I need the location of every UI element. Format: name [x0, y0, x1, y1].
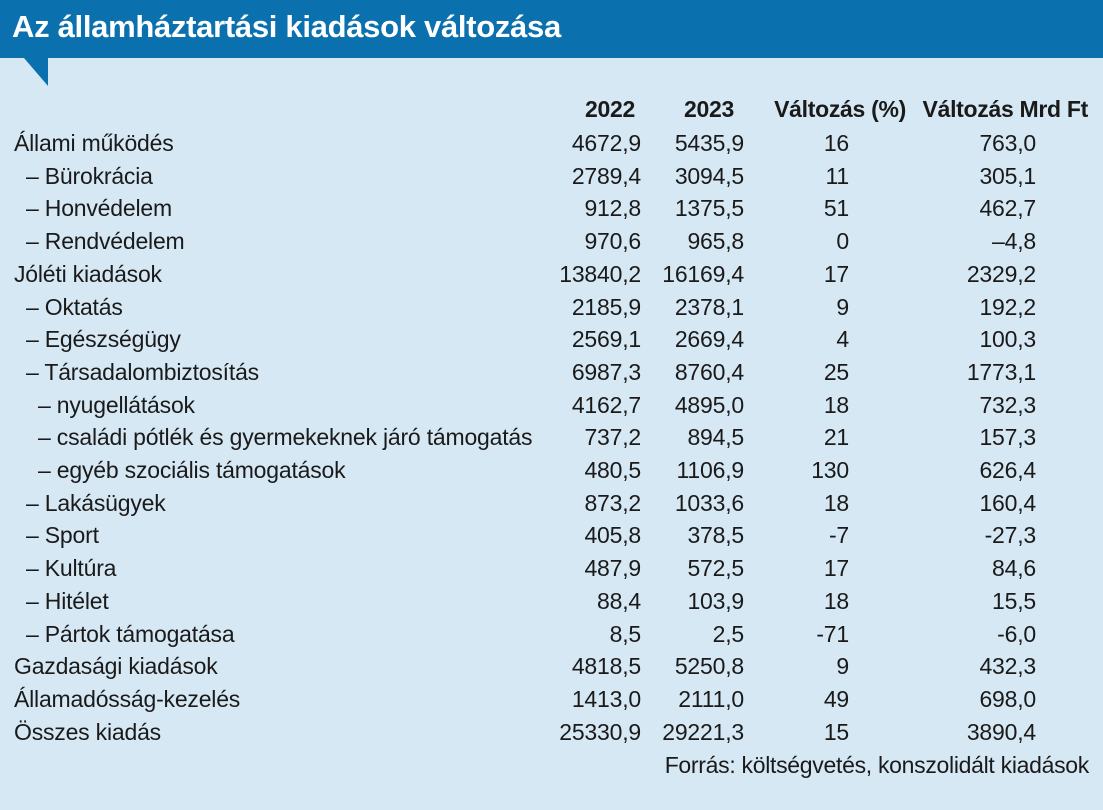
value-2023: 1033,6	[674, 489, 744, 516]
value-change-mrd: 626,4	[979, 457, 1036, 483]
row-label: – Kultúra	[26, 555, 117, 582]
value-2022: 912,8	[584, 195, 641, 222]
table-row	[0, 160, 1103, 193]
value-change-mrd: 432,3	[979, 653, 1036, 680]
row-label: – egyéb szociális támogatások	[38, 457, 346, 483]
value-2023: 378,5	[687, 522, 744, 549]
table-row	[0, 291, 1103, 324]
value-2023: 16169,4	[662, 260, 744, 287]
row-label: – Bürokrácia	[26, 162, 153, 189]
value-change-pct: 18	[823, 489, 849, 516]
value-change-mrd: 305,1	[979, 162, 1036, 189]
value-change-pct: 21	[823, 424, 849, 451]
value-2023: 572,5	[687, 555, 744, 582]
value-change-mrd: –4,8	[992, 228, 1036, 255]
table-row	[0, 454, 1103, 487]
value-change-mrd: 157,3	[979, 424, 1036, 451]
row-label: – Honvédelem	[26, 195, 172, 222]
value-2022: 2569,1	[571, 326, 641, 353]
value-2022: 4162,7	[571, 391, 641, 418]
value-2022: 4818,5	[571, 653, 641, 680]
value-2022: 2185,9	[571, 293, 641, 320]
value-2023: 2378,1	[674, 293, 744, 320]
value-change-pct: 0	[836, 228, 849, 255]
value-2023: 1106,9	[676, 457, 744, 483]
table-row	[0, 225, 1103, 258]
value-change-mrd: 2329,2	[966, 260, 1036, 287]
value-change-pct: -71	[816, 620, 849, 647]
value-2022: 1413,0	[571, 685, 641, 712]
row-label: Gazdasági kiadások	[14, 653, 218, 680]
value-2023: 2111,0	[678, 685, 744, 712]
title-banner	[0, 0, 1103, 58]
banner-tab	[24, 58, 48, 86]
value-2022: 737,2	[584, 424, 641, 451]
table-row	[0, 650, 1103, 683]
row-label: – Sport	[26, 522, 99, 549]
value-change-mrd: 1773,1	[966, 358, 1036, 385]
value-change-mrd: 763,0	[979, 130, 1036, 156]
value-2022: 487,9	[584, 555, 641, 582]
col-header-2023: 2023	[684, 96, 734, 122]
row-label: Államadósság-kezelés	[14, 685, 241, 712]
value-2023: 5435,9	[674, 130, 744, 156]
value-change-pct: 17	[823, 555, 849, 582]
row-label: Állami működés	[14, 130, 174, 156]
table-row	[0, 323, 1103, 356]
value-change-mrd: 3890,4	[966, 718, 1036, 745]
table-row	[0, 421, 1103, 454]
source-note: Forrás: költségvetés, konszolidált kiadások	[664, 752, 1089, 778]
value-change-pct: -7	[828, 522, 849, 549]
table-row	[0, 258, 1103, 291]
value-2023: 8760,4	[674, 358, 744, 385]
row-label: – Rendvédelem	[26, 228, 185, 255]
row-label: – Pártok támogatása	[26, 620, 235, 647]
row-label: – Egészségügy	[26, 326, 181, 353]
value-2023: 2,5	[712, 620, 744, 647]
value-2022: 88,4	[597, 587, 641, 614]
row-label: – Társadalombiztosítás	[26, 358, 259, 385]
table-row	[0, 683, 1103, 716]
value-2022: 4672,9	[571, 130, 641, 156]
row-label: Összes kiadás	[14, 718, 161, 745]
value-change-pct: 18	[823, 587, 849, 614]
value-change-pct: 15	[823, 718, 849, 745]
table-row	[0, 356, 1103, 389]
value-change-mrd: 160,4	[979, 489, 1036, 516]
value-change-mrd: 100,3	[979, 326, 1036, 353]
value-2022: 873,2	[584, 489, 641, 516]
value-change-pct: 9	[836, 293, 849, 320]
value-change-mrd: 732,3	[979, 391, 1036, 418]
value-2023: 894,5	[687, 424, 744, 451]
value-2023: 3094,5	[674, 162, 744, 189]
value-change-mrd: -6,0	[997, 620, 1036, 647]
value-change-mrd: -27,3	[984, 522, 1036, 549]
table-row	[0, 585, 1103, 618]
value-change-pct: 9	[836, 653, 849, 680]
value-2023: 4895,0	[674, 391, 744, 418]
row-label: Jóléti kiadások	[14, 260, 162, 287]
table-row	[0, 519, 1103, 552]
table-row	[0, 389, 1103, 422]
row-label: – Hitélet	[26, 587, 109, 614]
table-row	[0, 487, 1103, 520]
col-header-2022: 2022	[585, 96, 635, 122]
value-2023: 103,9	[687, 587, 744, 614]
value-change-pct: 130	[811, 457, 849, 483]
value-change-mrd: 192,2	[979, 293, 1036, 320]
value-2023: 1375,5	[674, 195, 744, 222]
value-2023: 965,8	[687, 228, 744, 255]
page-title: Az államháztartási kiadások változása	[12, 9, 561, 44]
value-change-pct: 51	[823, 195, 849, 222]
value-change-pct: 49	[823, 685, 849, 712]
value-change-pct: 17	[823, 260, 849, 287]
col-header-change-mrd: Változás Mrd Ft	[922, 96, 1088, 122]
value-2023: 29221,3	[662, 718, 744, 745]
table-row	[0, 127, 1103, 160]
value-change-pct: 25	[823, 358, 849, 385]
value-2022: 2789,4	[571, 162, 641, 189]
row-label: – Lakásügyek	[26, 489, 166, 516]
value-2023: 2669,4	[674, 326, 744, 353]
table-row	[0, 716, 1103, 749]
col-header-change-pct: Változás (%)	[774, 96, 906, 122]
row-label: – Oktatás	[26, 293, 123, 320]
value-change-mrd: 698,0	[979, 685, 1036, 712]
value-2022: 970,6	[584, 228, 641, 255]
value-2022: 8,5	[609, 620, 641, 647]
value-change-pct: 4	[836, 326, 849, 353]
value-change-pct: 18	[823, 391, 849, 418]
table-row	[0, 552, 1103, 585]
table-row	[0, 192, 1103, 225]
value-2022: 6987,3	[571, 358, 641, 385]
value-2023: 5250,8	[674, 653, 744, 680]
row-label: – családi pótlék és gyermekeknek járó támogatás	[38, 424, 533, 451]
value-2022: 25330,9	[559, 718, 641, 745]
value-change-mrd: 462,7	[979, 195, 1036, 222]
value-change-mrd: 84,6	[992, 555, 1036, 582]
value-change-pct: 16	[823, 130, 849, 156]
value-2022: 405,8	[584, 522, 641, 549]
table-row	[0, 618, 1103, 651]
value-2022: 13840,2	[559, 260, 641, 287]
value-2022: 480,5	[584, 457, 641, 483]
row-label: – nyugellátások	[38, 391, 195, 418]
value-change-mrd: 15,5	[992, 587, 1036, 614]
value-change-pct: 11	[825, 162, 849, 189]
